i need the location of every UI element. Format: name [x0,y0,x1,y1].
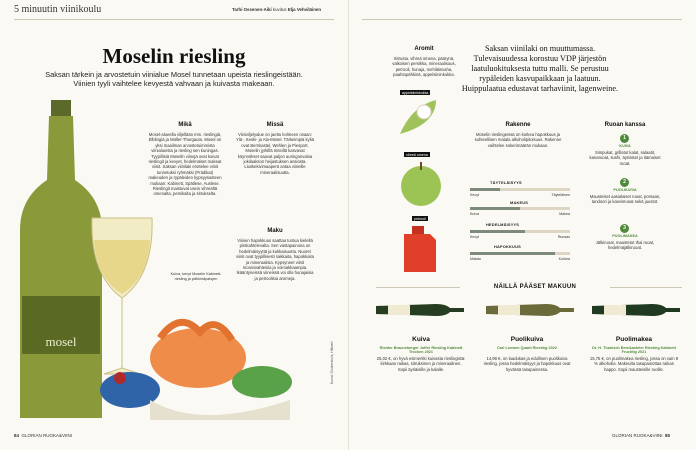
folio-right: GLORIAN RUOKA&VIINI 85 [612,433,671,438]
tag-green-apple: vihreä omena [406,152,428,157]
scale-fill [470,188,500,191]
wine-sub: Richter Brauneberger Juffer Riesling Kabinett Trocken 2021 [379,346,463,354]
scale-left: Matala [470,257,481,261]
scale-fill [470,252,555,255]
scale-fill [470,207,520,210]
rakenne-heading: Rakenne [505,122,531,128]
food-heading: Ruoan kanssa [604,122,646,128]
scale-title: MAKEUS [510,200,529,205]
scale-bar [470,207,570,210]
scale-title: HEDELMÄISYYS [486,222,520,227]
header-rule-right [362,19,682,20]
scale-fill [470,230,525,233]
credit-sep: kuvitus [271,7,288,12]
tag-orange-blossom: appelsiininkukka [402,90,429,95]
orange-blossom-icon [396,96,444,138]
section-rule-left [376,287,460,288]
scale-bar [470,188,570,191]
tag-petrol: petrooli [414,216,426,221]
scale-right: Korkea [558,257,570,261]
mika-heading: Mikä [178,122,192,128]
green-apple-icon [396,158,446,208]
section-title: 5 minuutin viinikoulu [14,4,102,15]
credits [232,7,321,12]
wine-sub: Dr. H. Thanisch Bernkasteler Riesling Kabinett Fruchtig 2021 [592,346,676,354]
bottle-icon [20,100,102,418]
food-number: 1 [620,134,629,143]
mika-body: Mosel-alueella viljellään mm. rieslingiä, Elblingiä ja Müller-Thurgauta. Mosel on yksi maailman arvostetuimmista viinialueista ja riesling sen kuningas. Tyypillisiä Moselin viinejä ovat kuivat rieslingit ja kevyet, hedelmäiset makeat viinit. Saksan viinilaki erottelee viinit tunnetuksi ryhmäksi (Prädikat) makeuden ja rypäleiden kypsyysasteen mukaan: Kabinett, Spätlese, Auslese. Rieslingit maistuvat usein vihreältä omenalta, persikalta ja sitrukselta. [148,132,222,197]
wine-sub: Carl Loewen Quant Riesling 2022 [497,346,557,350]
food-pair-body: Mausteiset aasialaiset ruoat, porsaan, tandoori ja kasvisruoat sekä juustot. [589,194,661,205]
bottle-label: mosel [45,334,77,349]
wine-name: Puolikuiva [510,336,544,343]
food-number: 2 [620,178,629,187]
scale-bar [470,252,570,255]
scale-right: Täyteläinen [551,193,570,197]
wines-section-title: NÄILLÄ PÄÄSET MAKUUN [493,284,577,290]
food-pair-body: Jälkiruoat, maustetut thai ruoat, hedelmäjälkiruoat. [595,240,655,251]
bottle-puolimakea-icon [590,298,682,322]
food-pair-head: PUOLIMAKEA [612,234,638,238]
wine-name: Kuiva [412,336,430,343]
wine-body: 14,99 €, on laadukas ja edullinen puolikuiva riesling, jossa hedelmäisyys ja hapokkuus ovat hyvässä tasapainossa. [483,356,571,372]
scale-title: TÄYTELÄISYYS [490,180,522,185]
scale-right: Runsas [557,235,570,239]
scale-left: Kevyt [470,235,479,239]
food-number: 3 [620,224,629,233]
food-pair-body: Simpukat, grillatut kalat, salaatit, kanaruoat, sushi, äyriäiset ja itämaiset ruoat. [589,150,661,166]
aromit-body: Sitrusta, vihreä omena, päärynä, valkoisen persikka, mineraalisuus, petrooli, hunaja, mehiläisvaha, paahtopähkinä, appelsiininkukka. [392,56,456,78]
scale-right: Makea [559,212,570,216]
section-rule-right [610,287,682,288]
article-lede: Saksan tärkein ja arvostetuin viinialue Mosel tunnetaan upeista rieslingeistään. Viinien tyyli vaihtelee kevyestä vahvaan ja kuivasta makeaan. [45,70,303,88]
pull-quote: Saksan viinilaki on muuttumassa. Tulevaisuudessa korostuu VDP järjestön laatuluokituksesta tuttu malli. Se perustuu rypäleiden kasvupaikkaan ja laatuun. Huippulaatua edustavat tarhaviinit, lagenweine. [461,44,619,93]
wine-body: 25,02 €, on hyvä esimerkki kuivasta rieslingistä: kirkkaan raikas, sitruksinen ja mineraalinen. Sopii äyriäisille ja kalalle. [376,356,466,372]
illustrator: Elja Vehviläinen [287,7,322,12]
scale-title: HAPOKKUUS [494,244,521,249]
wine-name: Puolimakea [615,336,653,343]
author: Tarhi Ossenen-Aiki [232,7,272,12]
scale-left: Kuiva [470,212,479,216]
aromit-heading: Aromit [414,46,434,52]
food-pair-head: PUOLIKUIVA [613,188,637,192]
food-pair-head: KUIVA [619,144,631,148]
missa-heading: Missä [266,122,284,128]
missa-body: Viiniviljelyalue on jaettu kolmeen osaan: Ylä-, Keski- ja Ala-Mosel. Tärkeimpiä kyliä ovat Bernkastel, Wehlen ja Piesport. Moselin jyrkillä rinteillä kasvavat köynnökset saavat paljon auringonvaloa jokilaakson heijastuksen ansiosta. Liuskekivimaaperä antaa viineille mineraalisuutta. [236,132,314,175]
wine-body: 15,75 €, on puolimakea riesling, jossa on vain 8 % alkoholia. Makeutta tasapainottaa raikas happo. Sopii mausteisille ruoille. [589,356,679,372]
maku-heading: Maku [267,228,283,234]
gutter [348,0,349,450]
petrol-can-icon [400,222,440,274]
photo-credit: Kuvat: Shutterstock, Hilfwert [330,341,334,384]
bottle-puolikuiva-icon [484,298,576,322]
bottle-kuiva-icon [374,298,466,322]
article-title: Moselin riesling [102,44,246,68]
folio-left: 84 GLORIAN RUOKA&VIINI [14,433,73,438]
rakenne-body: Moselin rieslingeissä on korkea hapokkuus ja suhteellisen matala alkoholipitoisuus. Rakenne vaihtelee sokerimäärän mukaan. [474,132,562,148]
maku-body: Viinien hapokkuus saattaa tuntua kielellä pirskahtelevalta. Sen vastapainona on hedelmäisyyttä ja kukkaisuutta. Nuoret viinit ovat tyypillisesti raikkaita, hapokkaita ja mineraalisia. Kypsyneet viinit monivivahteisia ja voimakkaampia. Ikääntyneissä viineissä voi olla hunajaisia ja petroolisia aromeja. [236,238,314,281]
illustration-caption: Kuiva, kevyt Moselin Kabinett-riesling ja pähkinäpalojen [170,272,222,281]
header-rule [14,19,334,20]
scale-left: Kevyt [470,193,479,197]
scale-bar [470,230,570,233]
